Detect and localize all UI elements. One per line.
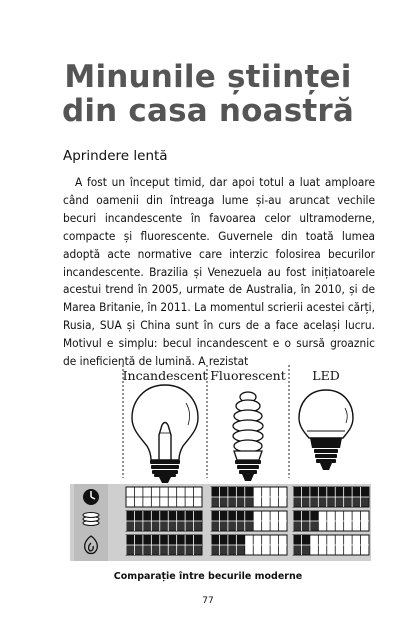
- grid-cell-filled: [245, 521, 253, 531]
- incandescent-base: [150, 460, 180, 483]
- grid-cell-filled: [228, 511, 236, 521]
- grid-cell-filled: [143, 535, 151, 545]
- grid-cell-filled: [301, 521, 309, 531]
- grid-cell-filled: [126, 535, 134, 545]
- clock-icon: [83, 489, 99, 505]
- body-paragraph: A fost un început timid, dar apoi totul a luat amploare când oamenii din întreaga lume și-au aruncat vechile becuri incandescente în favoarea celor ultramoderne, compacte și fluorescente. Guvernele din toată lumea adoptă acte normative care interzic folosirea becurilor incandescente. Brazilia și Venezuela au fost inițiatoarele acestui trend în 2005, urmate de Australia, în 2010, și de Marea Britanie, în 2011. La momentul scrierii acestei cărți, Rusia, SUA și China sunt în curs de a face același lucru. Motivul e simplu: becul incandescent e o sursă groaznic de ineficientă de lumină. A rezistat: [63, 175, 376, 369]
- grid-cell-filled: [168, 511, 176, 521]
- grid-cell-filled: [301, 535, 309, 545]
- grid-cell-filled: [293, 487, 301, 497]
- grid-cell-filled: [245, 511, 253, 521]
- grid-cell-filled: [194, 545, 202, 555]
- grid-cell-filled: [211, 511, 219, 521]
- comparison-grid: [70, 484, 371, 561]
- grid-cell-filled: [293, 521, 301, 531]
- grid-cell-filled: [310, 497, 318, 507]
- grid-cell-filled: [352, 497, 360, 507]
- grid-cell-filled: [228, 535, 236, 545]
- grid-cell-filled: [160, 535, 168, 545]
- grid-cell-filled: [301, 545, 309, 555]
- grid-cell-filled: [177, 545, 185, 555]
- grid-cell-filled: [134, 511, 142, 521]
- grid-cell-filled: [151, 521, 159, 531]
- grid-cell-filled: [143, 521, 151, 531]
- grid-cell-filled: [151, 511, 159, 521]
- grid-cell-filled: [352, 487, 360, 497]
- grid-cell-filled: [126, 545, 134, 555]
- title-line-2: din casa noastră: [61, 93, 355, 129]
- grid-cell-filled: [301, 511, 309, 521]
- column-label-incandescent: Incandescent: [122, 368, 208, 383]
- grid-cell-filled: [185, 511, 193, 521]
- grid-cell-filled: [211, 545, 219, 555]
- grid-cell-filled: [134, 535, 142, 545]
- grid-cell-filled: [361, 487, 369, 497]
- grid-cell-filled: [293, 511, 301, 521]
- grid-cell-filled: [361, 497, 369, 507]
- grid-cell-filled: [228, 497, 236, 507]
- grid-cell-filled: [219, 497, 227, 507]
- grid-cell-filled: [177, 535, 185, 545]
- grid-cell-filled: [335, 487, 343, 497]
- fluorescent-base: [235, 460, 261, 481]
- grid-cell-filled: [219, 487, 227, 497]
- grid-cell-filled: [318, 497, 326, 507]
- grid-cell-filled: [293, 497, 301, 507]
- grid-cell-filled: [211, 535, 219, 545]
- grid-cell-filled: [228, 521, 236, 531]
- grid-cell-filled: [245, 487, 253, 497]
- grid-cell-filled: [344, 487, 352, 497]
- grid-cell-filled: [327, 487, 335, 497]
- grid-cell-filled: [236, 511, 244, 521]
- grid-cell-filled: [160, 545, 168, 555]
- grid-cell-filled: [151, 535, 159, 545]
- grid-cell-filled: [194, 521, 202, 531]
- grid-cell-filled: [168, 521, 176, 531]
- title-line-1: Minunile științei: [64, 59, 352, 95]
- grid-cell-filled: [301, 487, 309, 497]
- fluorescent-bulb-icon: [233, 392, 263, 460]
- grid-cell-filled: [134, 545, 142, 555]
- grid-cell-filled: [219, 511, 227, 521]
- grid-cell-filled: [228, 545, 236, 555]
- grid-cell-filled: [143, 511, 151, 521]
- grid-cell-filled: [143, 545, 151, 555]
- grid-cell-filled: [194, 535, 202, 545]
- section-heading: Aprindere lentă: [63, 148, 168, 164]
- grid-cell-filled: [219, 545, 227, 555]
- grid-cell-filled: [310, 521, 318, 531]
- page-number: 77: [202, 596, 214, 606]
- grid-cell-filled: [236, 487, 244, 497]
- grid-cell-filled: [194, 511, 202, 521]
- grid-cell-filled: [327, 497, 335, 507]
- grid-cell-filled: [126, 521, 134, 531]
- grid-cell-filled: [310, 487, 318, 497]
- grid-cell-filled: [344, 497, 352, 507]
- grid-cell-filled: [293, 535, 301, 545]
- grid-cell-filled: [219, 535, 227, 545]
- grid-cell-filled: [228, 487, 236, 497]
- coins-icon: [83, 513, 99, 526]
- grid-cell-filled: [219, 521, 227, 531]
- grid-cell-filled: [168, 535, 176, 545]
- grid-cell-filled: [318, 487, 326, 497]
- grid-cell-filled: [160, 511, 168, 521]
- grid-cell-filled: [185, 535, 193, 545]
- grid-cell-filled: [236, 535, 244, 545]
- grid-cell-filled: [168, 545, 176, 555]
- figure-caption: Comparație între becurile moderne: [113, 571, 303, 582]
- grid-cell-filled: [236, 521, 244, 531]
- grid-cell-filled: [236, 545, 244, 555]
- grid-cell-filled: [211, 497, 219, 507]
- led-base: [310, 438, 342, 470]
- column-label-led: LED: [312, 368, 340, 383]
- grid-cell-filled: [211, 521, 219, 531]
- grid-cell-filled: [245, 497, 253, 507]
- incandescent-bulb-icon: [132, 385, 198, 460]
- grid-cell-filled: [335, 497, 343, 507]
- grid-cell-filled: [177, 511, 185, 521]
- grid-cell-filled: [134, 521, 142, 531]
- page-title: [0, 60, 416, 128]
- column-label-fluorescent: Fluorescent: [210, 368, 286, 383]
- grid-cell-filled: [310, 511, 318, 521]
- led-bulb-icon: [299, 390, 353, 438]
- grid-cell-filled: [185, 521, 193, 531]
- grid-cell-filled: [301, 497, 309, 507]
- grid-cell-filled: [211, 487, 219, 497]
- bulb-comparison-figure: [62, 363, 376, 573]
- grid-cell-filled: [160, 521, 168, 531]
- grid-cell-filled: [293, 545, 301, 555]
- grid-cell-filled: [236, 497, 244, 507]
- grid-cell-filled: [151, 545, 159, 555]
- grid-cell-filled: [126, 511, 134, 521]
- grid-cell-filled: [185, 545, 193, 555]
- grid-cell-filled: [177, 521, 185, 531]
